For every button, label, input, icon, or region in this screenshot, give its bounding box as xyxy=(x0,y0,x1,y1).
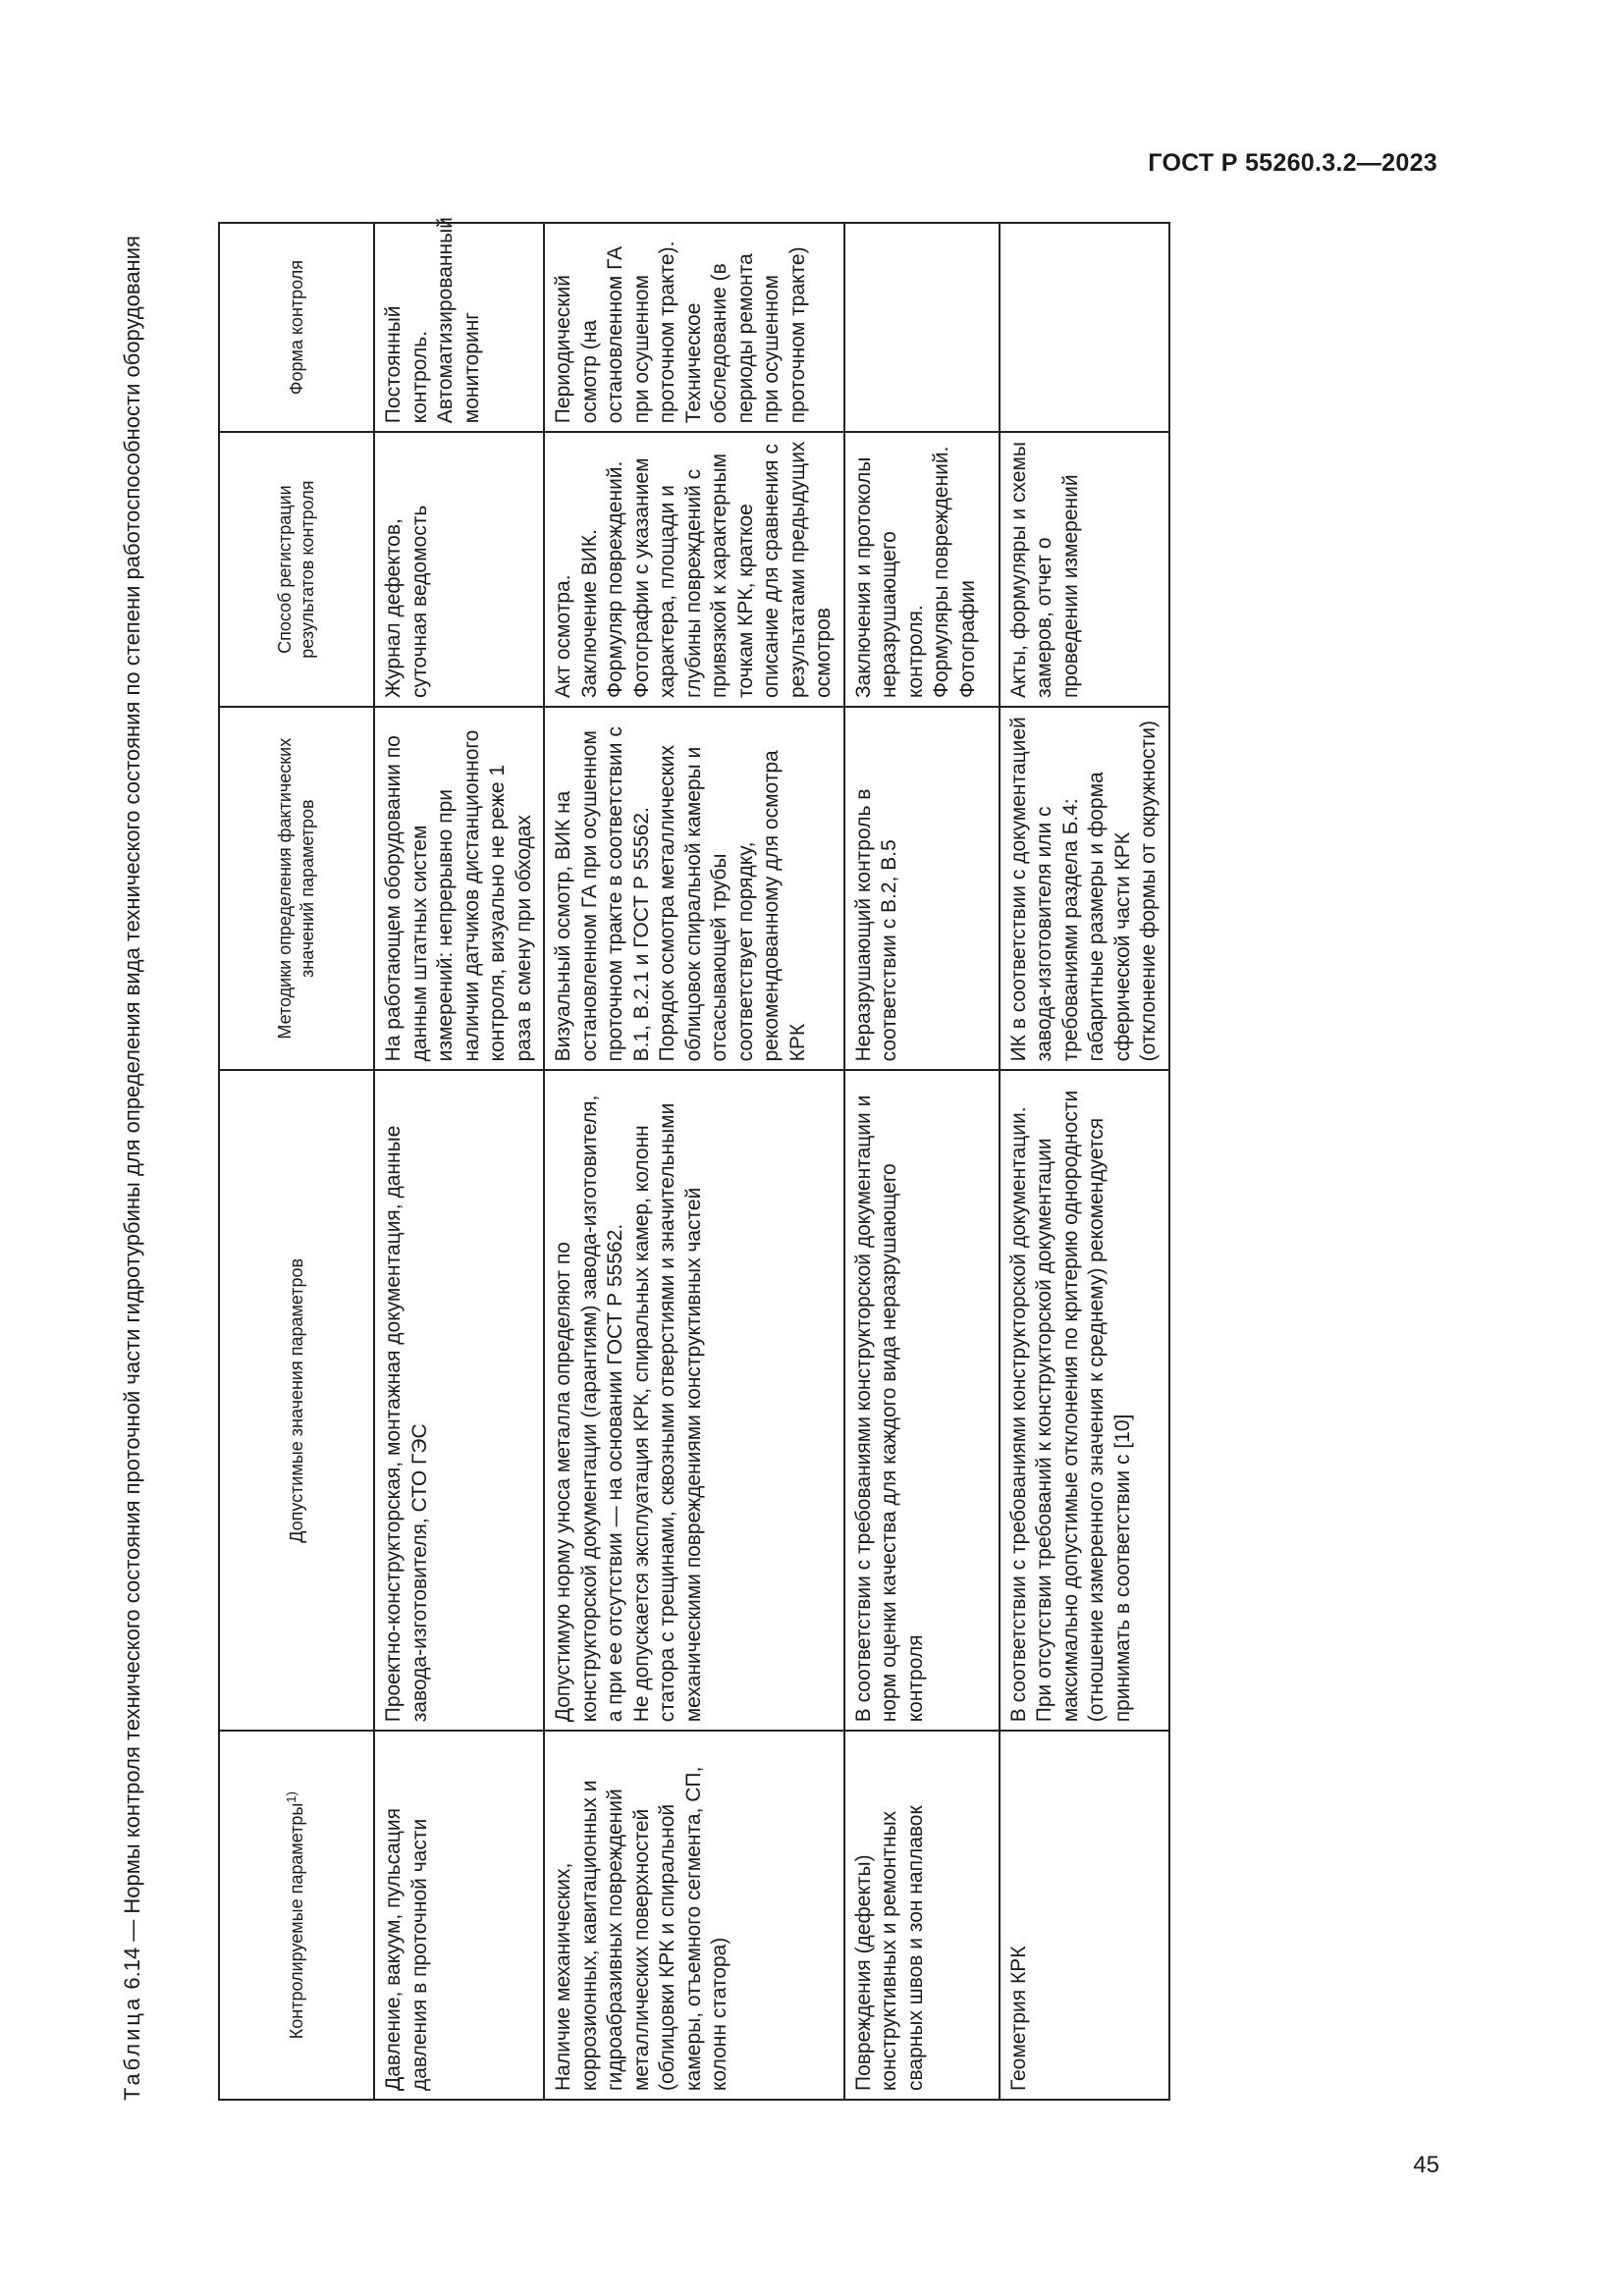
cell-param: Геометрия КРК xyxy=(1000,1731,1169,2100)
page-number: 45 xyxy=(1413,2152,1439,2178)
table-row xyxy=(544,223,844,2100)
footnote-marker: 1) xyxy=(283,1791,298,1803)
registration-paragraph: Акт осмотра. xyxy=(552,574,574,698)
header-allowed-values: Допустимые значения параметров xyxy=(219,1070,374,1731)
cell-method: ИК в соответствии с документацией завода-изготовителя или с требованиями раздела Б.4: габаритные размеры и форма сферической части КРК (отклонение формы от окружности) xyxy=(1000,707,1169,1070)
table-row xyxy=(844,223,1000,2100)
cell-method xyxy=(544,707,844,1070)
table-row xyxy=(1000,223,1169,2100)
cell-allowed xyxy=(1000,1070,1169,1731)
header-methods: Методики определения фактических значений параметров xyxy=(219,707,374,1070)
method-paragraph: Визуальный осмотр, ВИК на остановленном ГА при осушенном проточном тракте в соответствии с В.1, В.2.1 и ГОСТ Р 55562. xyxy=(552,726,653,1062)
registration-paragraph: Формуляры повреждений. xyxy=(930,446,952,698)
header-controlled-params: Контролируемые параметры$^{1)}$ xyxy=(219,1731,374,2100)
cell-form xyxy=(544,223,844,432)
cell-allowed: В соответствии с требованиями конструкторской документации и норм оценки качества для каждого вида неразрушающего контроля xyxy=(844,1070,1000,1731)
form-paragraph: Техническое обследование (в периоды ремонта при осушенном проточном тракте) xyxy=(681,246,809,424)
cell-form xyxy=(844,223,1000,432)
registration-paragraph: Фотографии с указанием характера, площади и глубины повреждений с привязкой к характерным точкам КРК, краткое описание для сравнения с результатами предыдущих осмотров xyxy=(629,441,835,698)
cell-method: На работающем оборудовании по данным штатных систем измерений: непрерывно при наличии датчиков дистанционного контроля, визуально не реже 1 раза в смену при обходах xyxy=(374,707,544,1070)
cell-param: Повреждения (дефекты) конструктивных и ремонтных сварных швов и зон наплавок xyxy=(844,1731,1000,2100)
form-paragraph: Периодический осмотр (на остановленном ГА при осушенном проточном тракте). xyxy=(552,240,678,424)
table-row xyxy=(374,223,544,2100)
method-paragraph: Порядок осмотра металлических облицовок спиральной камеры и отсасывающей трубы соответствует порядку, рекомендованному для осмотра КРК xyxy=(656,744,809,1062)
cell-allowed xyxy=(544,1070,844,1731)
allowed-paragraph: В соответствии с требованиями конструкторской документации. xyxy=(1006,1106,1030,1723)
norms-table xyxy=(218,217,1170,2101)
registration-paragraph: Фотографии xyxy=(955,579,979,698)
table-caption xyxy=(110,222,218,2101)
rotated-table-page xyxy=(110,217,1406,2101)
registration-paragraph: Заключение ВИК. xyxy=(577,529,601,698)
header-control-form: Форма контроля xyxy=(219,223,374,432)
table-caption-prefix: Таблица xyxy=(120,1995,144,2101)
cell-registration: Акты, формуляры и схемы замеров, отчет о проведении измерений xyxy=(1000,432,1169,707)
registration-paragraph: Формуляр повреждений. xyxy=(604,460,626,698)
table-caption-text: 6.14 — Нормы контроля технического состояния проточной части гидротурбины для определения вида технического состояния по степени работоспособности оборудования xyxy=(120,236,144,1996)
allowed-paragraph: Допустимую норму уноса металла определяют по конструкторской документации (гарантиям) завода-изготовителя, а при ее отсутствии — на основании ГОСТ Р 55562. xyxy=(552,1095,626,1723)
allowed-paragraph: Не допускается эксплуатация КРК, спиральных камер, колонн статора с трещинами, сквозными отверстиями и значительными механическими повреждениями конструктивных частей xyxy=(629,1102,705,1723)
cell-param: Давление, вакуум, пульсация давления в проточной части xyxy=(374,1731,544,2100)
allowed-paragraph: При отсутствии требований к конструкторской документации максимально допустимые отклонения по критерию однородности (отношение измеренного значения к среднему) рекомендуется принимать в соответствии с [10] xyxy=(1033,1090,1134,1723)
cell-form: Постоянный контроль. Автоматизированный мониторинг xyxy=(374,223,544,432)
table-header-row xyxy=(219,223,374,2100)
cell-method: Неразрушающий контроль в соответствии с В.2, В.5 xyxy=(844,707,1000,1070)
cell-allowed: Проектно-конструкторская, монтажная документация, данные завода-изготовителя, СТО ГЭС xyxy=(374,1070,544,1731)
header-registration: Способ регистрации результатов контроля xyxy=(219,432,374,707)
cell-registration xyxy=(544,432,844,707)
cell-form xyxy=(1000,223,1169,432)
cell-registration: Журнал дефектов, суточная ведомость xyxy=(374,432,544,707)
document-code: ГОСТ Р 55260.3.2—2023 xyxy=(1148,149,1437,177)
registration-paragraph: Заключения и протоколы неразрушающего контроля. xyxy=(851,456,927,698)
cell-param: Наличие механических, коррозионных, кавитационных и гидроабразивных повреждений металлических поверхностей (облицовки КРК и спиральной камеры, отъемного сегмента, СП, колонн статора) xyxy=(544,1731,844,2100)
cell-registration xyxy=(844,432,1000,707)
